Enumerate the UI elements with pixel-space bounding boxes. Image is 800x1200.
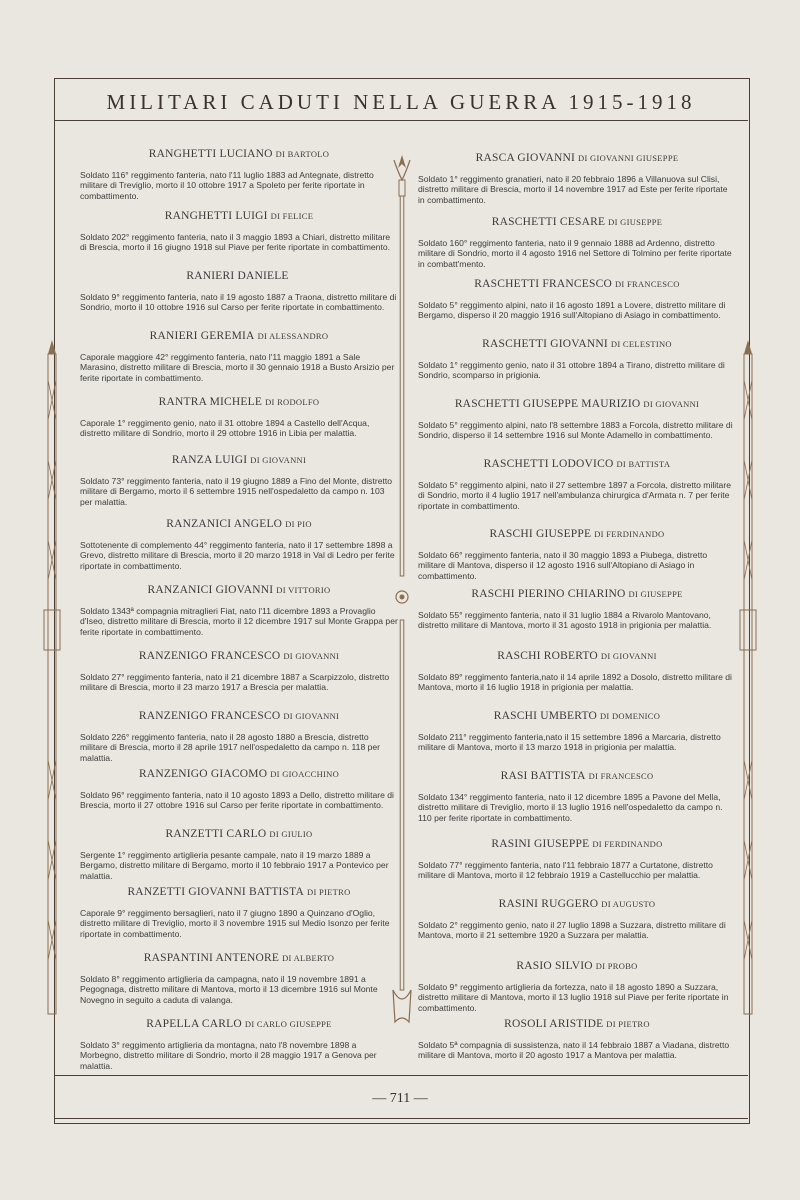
entry	[80, 710, 398, 763]
entry-name: RANZETTI CARLO DI GIULIO	[165, 828, 313, 840]
entry-name: RASINI RUGGERO DI AUGUSTO	[498, 898, 656, 910]
entry-name: RANZANICI GIOVANNI DI VITTORIO	[147, 584, 331, 596]
entry-text: Soldato 5° reggimento alpini, nato il 27 settembre 1897 a Forcola, distretto militare di Sondrio, morto il 4 luglio 1917 nell'ambulanza chirurgica d'Armata n. 7 per ferite riportate in combattimento.	[418, 480, 731, 511]
entry	[418, 458, 736, 511]
right-pole-ornament	[738, 340, 758, 1040]
entry-text: Soldato 1° reggimento granatieri, nato il 20 febbraio 1896 a Villanuova sul Clisi, distretto militare di Brescia, morto il 14 novembre 1917 ad Este per ferite riportate in combattimento.	[418, 174, 728, 205]
entry-name: RAPELLA CARLO DI CARLO GIUSEPPE	[146, 1018, 332, 1030]
page-number: — 711 —	[372, 1091, 428, 1106]
entry-name: RASINI GIUSEPPE DI FERDINANDO	[491, 838, 663, 850]
entry-text: Soldato 96° reggimento fanteria, nato il 10 agosto 1893 a Dello, distretto militare di Brescia, morto il 27 ottobre 1916 sul Carso per ferite riportate in combattimento.	[80, 790, 394, 811]
entry-name: RANIERI DANIELE	[186, 270, 289, 282]
footer-rule-bottom	[54, 1118, 748, 1119]
entry	[418, 960, 736, 1013]
entry	[418, 338, 736, 381]
entry-text: Soldato 55° reggimento fanteria, nato il 31 luglio 1884 a Rivarolo Mantovano, distretto militare di Mantova, morto il 31 agosto 1918 in prigionia per malattia.	[418, 610, 712, 631]
entry-text: Soldato 2° reggimento genio, nato il 27 luglio 1898 a Suzzara, distretto militare di Mantova, morto il 21 settembre 1920 a Suzzara per malattia.	[418, 920, 726, 941]
entry	[418, 898, 736, 941]
entry-text: Soldato 1° reggimento genio, nato il 31 ottobre 1894 a Tirano, distretto militare di Sondrio, scomparso in prigionia.	[418, 360, 725, 381]
entry-name: RASCHI UMBERTO DI DOMENICO	[493, 710, 661, 722]
entry-name: RANZENIGO FRANCESCO DI GIOVANNI	[138, 710, 340, 722]
entry	[80, 828, 398, 881]
entry-text: Soldato 226° reggimento fanteria, nato il 28 agosto 1880 a Brescia, distretto militare di Brescia, morto il 28 aprile 1917 nell'ospedaletto da campo n. 118 per malattia.	[80, 732, 381, 763]
entry-text: Soldato 5° reggimento alpini, nato il 16 agosto 1891 a Lovere, distretto militare di Bergamo, disperso il 20 maggio 1916 sull'Altopiano di Asiago in combattimento.	[418, 300, 726, 321]
entry-text: Caporale maggiore 42° reggimento fanteria, nato l'11 maggio 1891 a Sale Marasino, distretto militare di Brescia, morto il 30 gennaio 1918 a Busto Arsizio per ferite riportate in combattimento.	[80, 352, 395, 383]
entry	[80, 454, 398, 507]
entry-text: Soldato 9° reggimento fanteria, nato il 19 agosto 1887 a Traona, distretto militare di Sondrio, morto il 10 ottobre 1916 sul Carso per ferite riportate in combattimento.	[80, 292, 397, 313]
entry	[80, 584, 398, 637]
entry	[418, 1018, 736, 1061]
left-pole-ornament	[42, 340, 62, 1040]
entry-name: RANZA LUIGI DI GIOVANNI	[171, 454, 307, 466]
entry-text: Soldato 5ª compagnia di sussistenza, nato il 14 febbraio 1887 a Viadana, distretto militare di Mantova, morto il 20 agosto 1917 a Mantova per malattia.	[418, 1040, 730, 1061]
entry-text: Soldato 134° reggimento fanteria, nato il 12 dicembre 1895 a Pavone del Mella, distretto militare di Treviglio, morto il 13 luglio 1916 nell'ospedaletto da campo n. 110 per ferite riportate in combattimento.	[418, 792, 723, 823]
entry	[80, 518, 398, 571]
entry-name: RASI BATTISTA DI FRANCESCO	[500, 770, 654, 782]
entry	[418, 216, 736, 269]
entry-name: RASCHETTI LODOVICO DI BATTISTA	[483, 458, 671, 470]
entry-text: Caporale 9° reggimento bersaglieri, nato il 7 giugno 1890 a Quinzano d'Oglio, distretto militare di Treviglio, morto il 3 novembre 1915 sul Medio Isonzo per ferite riportate in combattimento.	[80, 908, 390, 939]
entry	[80, 270, 398, 313]
entry-name: RANZANICI ANGELO DI PIO	[166, 518, 312, 530]
footer-rule-top	[54, 1075, 748, 1076]
entry-text: Sergente 1° reggimento artiglieria pesante campale, nato il 19 marzo 1889 a Bergamo, distretto militare di Bergamo, morto il 10 febbraio 1917 a Pontevico per malattia.	[80, 850, 389, 881]
entry-name: RASCHI GIUSEPPE DI FERDINANDO	[489, 528, 665, 540]
entry	[418, 278, 736, 321]
entry-name: RASCHETTI CESARE DI GIUSEPPE	[491, 216, 663, 228]
entry	[80, 952, 398, 1005]
entry-text: Soldato 1343ª compagnia mitraglieri Fiat, nato l'11 dicembre 1893 a Provaglio d'Iseo, distretto militare di Brescia, morto il 12 dicembre 1917 sul Monte Grappa per ferite riportate in combattimento.	[80, 606, 398, 637]
entry-text: Soldato 8° reggimento artiglieria da campagna, nato il 19 novembre 1891 a Pegognaga, distretto militare di Mantova, morto il 13 dicembre 1916 sul Monte Novegno in seguito a caduta di valanga.	[80, 974, 378, 1005]
entry	[418, 588, 736, 631]
entry-text: Soldato 73° reggimento fanteria, nato il 19 giugno 1889 a Fino del Monte, distretto militare di Bergamo, morto il 6 settembre 1915 nell'ospedaletto da campo n. 103 per malattia.	[80, 476, 393, 507]
entry-name: RASCHI PIERINO CHIARINO DI GIUSEPPE	[471, 588, 683, 600]
entry-text: Soldato 89° reggimento fanteria,nato il 14 aprile 1892 a Dosolo, distretto militare di Mantova, morto il 16 luglio 1918 in prigionia per malattia.	[418, 672, 732, 693]
entry	[80, 768, 398, 811]
entry	[418, 710, 736, 753]
entry-text: Soldato 3° reggimento artiglieria da montagna, nato l'8 novembre 1898 a Morbegno, distretto militare di Sondrio, morto il 28 maggio 1917 a Genova per malattia.	[80, 1040, 377, 1071]
entry-name: RASPANTINI ANTENORE DI ALBERTO	[143, 952, 335, 964]
entry-text: Soldato 160° reggimento fanteria, nato il 9 gennaio 1888 ad Ardenno, distretto militare di Sondrio, morto il 4 agosto 1916 nel Settore di Tolmino per ferite riportate in combatt'mento.	[418, 238, 732, 269]
entry-name: RASCHETTI GIUSEPPE MAURIZIO DI GIOVANNI	[454, 398, 700, 410]
title-bar	[54, 84, 748, 121]
entry-name: RANGHETTI LUIGI DI FELICE	[164, 210, 314, 222]
entry	[80, 330, 398, 383]
entry	[418, 528, 736, 581]
entry	[80, 148, 398, 201]
entry-text: Soldato 9° reggimento artiglieria da fortezza, nato il 18 agosto 1890 a Suzzara, distretto militare di Mantova, morto il 13 luglio 1918 sul Piave per ferite riportate in combattimento.	[418, 982, 729, 1013]
entry	[80, 396, 398, 439]
entry	[418, 770, 736, 823]
entry-name: ROSOLI ARISTIDE DI PIETRO	[504, 1018, 650, 1030]
entry	[418, 398, 736, 441]
entry-name: RANTRA MICHELE DI RODOLFO	[158, 396, 320, 408]
entry	[418, 838, 736, 881]
entry-text: Soldato 202° reggimento fanteria, nato il 3 maggio 1893 a Chiari, distretto militare di Brescia, morto il 16 giugno 1918 sul Piave per ferite riportate in combattimento.	[80, 232, 391, 253]
entry-text: Soldato 211° reggimento fanteria,nato il 15 settembre 1896 a Marcaria, distretto militare di Mantova, morto il 13 marzo 1918 in prigionia per malattia.	[418, 732, 721, 753]
entry	[418, 650, 736, 693]
entry-name: RASIO SILVIO DI PROBO	[516, 960, 638, 972]
entry-text: Soldato 116° reggimento fanteria, nato l'11 luglio 1883 ad Antegnate, distretto militare di Treviglio, morto il 10 ottobre 1917 a Spoleto per ferite riportate in combattimento.	[80, 170, 374, 201]
entry	[80, 650, 398, 693]
entry-name: RASCA GIOVANNI DI GIOVANNI GIUSEPPE	[475, 152, 679, 164]
entry	[80, 1018, 398, 1071]
entry-name: RASCHETTI GIOVANNI DI CELESTINO	[482, 338, 672, 350]
entry-name: RANZETTI GIOVANNI BATTISTA DI PIETRO	[127, 886, 351, 898]
entry-name: RANIERI GEREMIA DI ALESSANDRO	[149, 330, 329, 342]
entry	[418, 152, 736, 205]
entry-name: RANZENIGO FRANCESCO DI GIOVANNI	[138, 650, 340, 662]
entry-text: Sottotenente di complemento 44° reggimento fanteria, nato il 17 settembre 1898 a Grevo, distretto militare di Brescia, morto il 20 marzo 1918 in Val di Ledro per ferite riportate in combattimento.	[80, 540, 395, 571]
page-title: MILITARI CADUTI NELLA GUERRA 1915-1918	[106, 89, 696, 114]
entry-name: RASCHETTI FRANCESCO DI FRANCESCO	[474, 278, 680, 290]
entry	[80, 886, 398, 939]
entry-text: Soldato 66° reggimento fanteria, nato il 30 maggio 1893 a Piubega, distretto militare di Mantova, disperso il 12 agosto 1916 sull'Altopiano di Asiago in combattimento.	[418, 550, 708, 581]
entry-name: RANZENIGO GIACOMO DI GIOACCHINO	[138, 768, 340, 780]
entry-name: RASCHI ROBERTO DI GIOVANNI	[497, 650, 657, 662]
entry-text: Soldato 27° reggimento fanteria, nato il 21 dicembre 1887 a Scarpizzolo, distretto militare di Brescia, morto il 23 marzo 1917 a Brescia per malattia.	[80, 672, 390, 693]
entry-name: RANGHETTI LUCIANO DI BARTOLO	[148, 148, 330, 160]
entry-text: Soldato 77° reggimento fanteria, nato l'11 febbraio 1877 a Curtatone, distretto militare di Mantova, morto il 12 febbraio 1919 a Castellucchio per malattia.	[418, 860, 713, 881]
entry-text: Soldato 5° reggimento alpini, nato l'8 settembre 1883 a Forcola, distretto militare di Sondrio, disperso il 14 settembre 1916 sul Monte Adamello in combattimento.	[418, 420, 733, 441]
entry-text: Caporale 1° reggimento genio, nato il 31 ottobre 1894 a Castello dell'Acqua, distretto militare di Sondrio, morto il 29 ottobre 1916 in Libia per malattia.	[80, 418, 370, 439]
entry	[80, 210, 398, 253]
